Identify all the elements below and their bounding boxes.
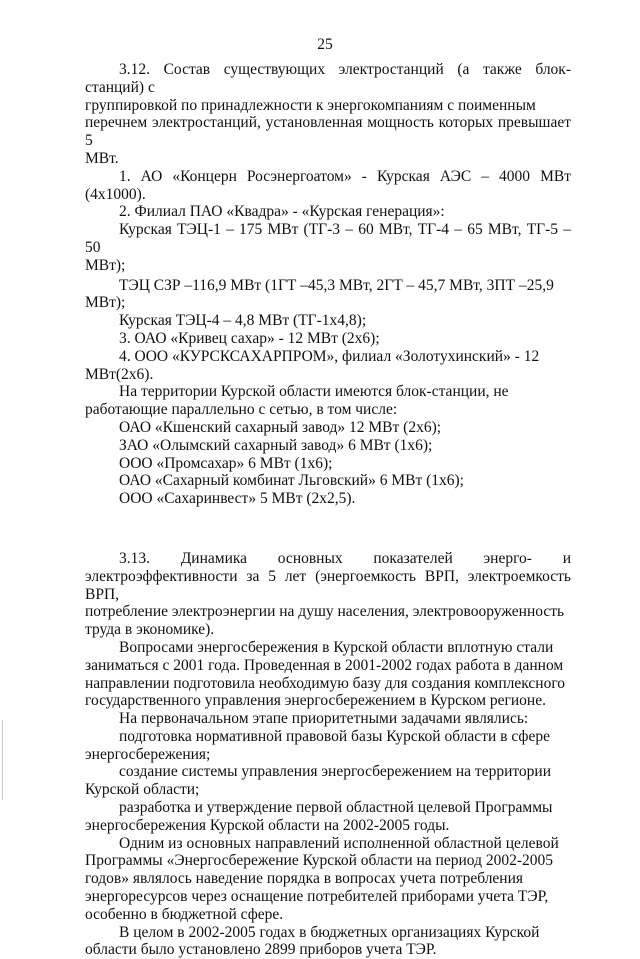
heading-word: энерго- (483, 549, 532, 567)
block-stations-intro: работающие параллельно с сетью, в том числе: (85, 401, 398, 419)
paragraph-line: области было установлено 2899 приборов учета ТЭР. (85, 941, 437, 959)
paragraph-line: Вопросами энергосбережения в Курской области вплотную стали (119, 638, 554, 656)
section-heading-line: электроэффективности за 5 лет (энергоемкость ВРП, электроемкость ВРП, (85, 567, 571, 603)
station-item-1: 1. АО «Концерн Росэнергоатом» - Курская АЭС – 4000 МВт (4x1000). (85, 167, 571, 203)
task-line: Курской области; (85, 781, 200, 799)
heading-word: основных (277, 549, 343, 567)
section-3-13 (85, 550, 571, 959)
section-heading-line: 3.12. Состав существующих электростанций (а также блок-станций) с (85, 61, 571, 96)
section-heading-line: МВт. (85, 149, 119, 167)
paragraph-line: годов» являлось наведение порядка в вопросах учета потребления (85, 870, 524, 888)
heading-word: 3.13. (119, 549, 150, 567)
paragraph-line: Одним из основных направлений исполненной областной целевой (119, 834, 559, 852)
block-stations-intro: На территории Курской области имеются блок-станции, не (119, 383, 509, 401)
paragraph-line: особенно в бюджетной сфере. (85, 905, 284, 923)
tec1-line: Курская ТЭЦ-1 – 175 МВт (ТГ-3 – 60 МВт, ТГ-4 – 65 МВт, ТГ-5 – 50 (85, 221, 571, 256)
paragraph-line: заниматься с 2001 года. Проведенная в 2001-2002 годах работа в данном (85, 656, 564, 674)
heading-word: показателей (373, 549, 453, 567)
tec1-line: МВт); (85, 256, 126, 274)
paragraph-line: Программы «Энергосбережение Курской области на период 2002-2005 (85, 852, 553, 870)
block-station-item: ООО «Промсахар» 6 МВт (1x6); (119, 454, 333, 472)
task-line: энергосбережения Курской области на 2002-2005 годы. (85, 816, 450, 834)
tec4-line: Курская ТЭЦ-4 – 4,8 МВт (ТГ-1x4,8); (119, 312, 367, 330)
page-body (85, 61, 571, 959)
task-line: подготовка нормативной правовой базы Курской области в сфере (119, 727, 550, 745)
station-item-3: 3. ОАО «Кривец сахар» - 12 МВт (2x6); (119, 329, 380, 347)
scan-edge-line (2, 720, 3, 800)
section-3-12 (85, 61, 571, 508)
task-line: разработка и утверждение первой областной целевой Программы (119, 799, 553, 817)
section-heading-line: потребление электроэнергии на душу населения, электровооруженность (85, 603, 565, 621)
szr-line: ТЭЦ СЗР –116,9 МВт (1ГТ –45,3 МВт, 2ГТ – 45,7 МВт, 3ПТ –25,9 (119, 276, 554, 294)
task-line: энергосбережения; (85, 745, 211, 763)
station-item-4: МВт(2x6). (85, 365, 154, 383)
task-line: создание системы управления энергосбережением на территории (119, 763, 552, 781)
heading-word: Динамика (180, 549, 248, 567)
block-station-item: ЗАО «Олымский сахарный завод» 6 МВт (1x6); (119, 436, 433, 454)
section-heading-line (85, 550, 571, 568)
paragraph-line: направлении подготовила необходимую базу для создания комплексного (85, 674, 566, 692)
block-station-item: ООО «Сахаринвест» 5 МВт (2x2,5). (119, 490, 356, 508)
heading-word: и (562, 549, 571, 567)
paragraph-line: На первоначальном этапе приоритетными задачами являлись: (119, 710, 529, 728)
station-item-4: 4. ООО «КУРСКСАХАРПРОМ», филиал «Золотухинский» - 12 (119, 347, 540, 365)
section-heading-line: группировкой по принадлежности к энергокомпаниям с поименным (85, 96, 536, 114)
station-item-2: 2. Филиал ПАО «Квадра» - «Курская генерация»: (119, 203, 445, 221)
paragraph-line: государственного управления энергосбережением в Курском регионе. (85, 692, 546, 710)
page-number: 25 (317, 36, 333, 53)
szr-line: МВт); (85, 294, 126, 312)
block-station-item: ОАО «Кшенский сахарный завод» 12 МВт (2x6); (119, 418, 442, 436)
block-station-item: ОАО «Сахарный комбинат Льговский» 6 МВт (1x6); (119, 472, 464, 490)
paragraph-line: В целом в 2002-2005 годах в бюджетных организациях Курской (119, 923, 540, 941)
section-heading-line: перечнем электростанций, установленная мощность которых превышает 5 (85, 114, 571, 150)
section-heading-line: труда в экономике). (85, 621, 215, 639)
paragraph-line: энергоресурсов через оснащение потребителей приборами учета ТЭР, (85, 888, 549, 906)
